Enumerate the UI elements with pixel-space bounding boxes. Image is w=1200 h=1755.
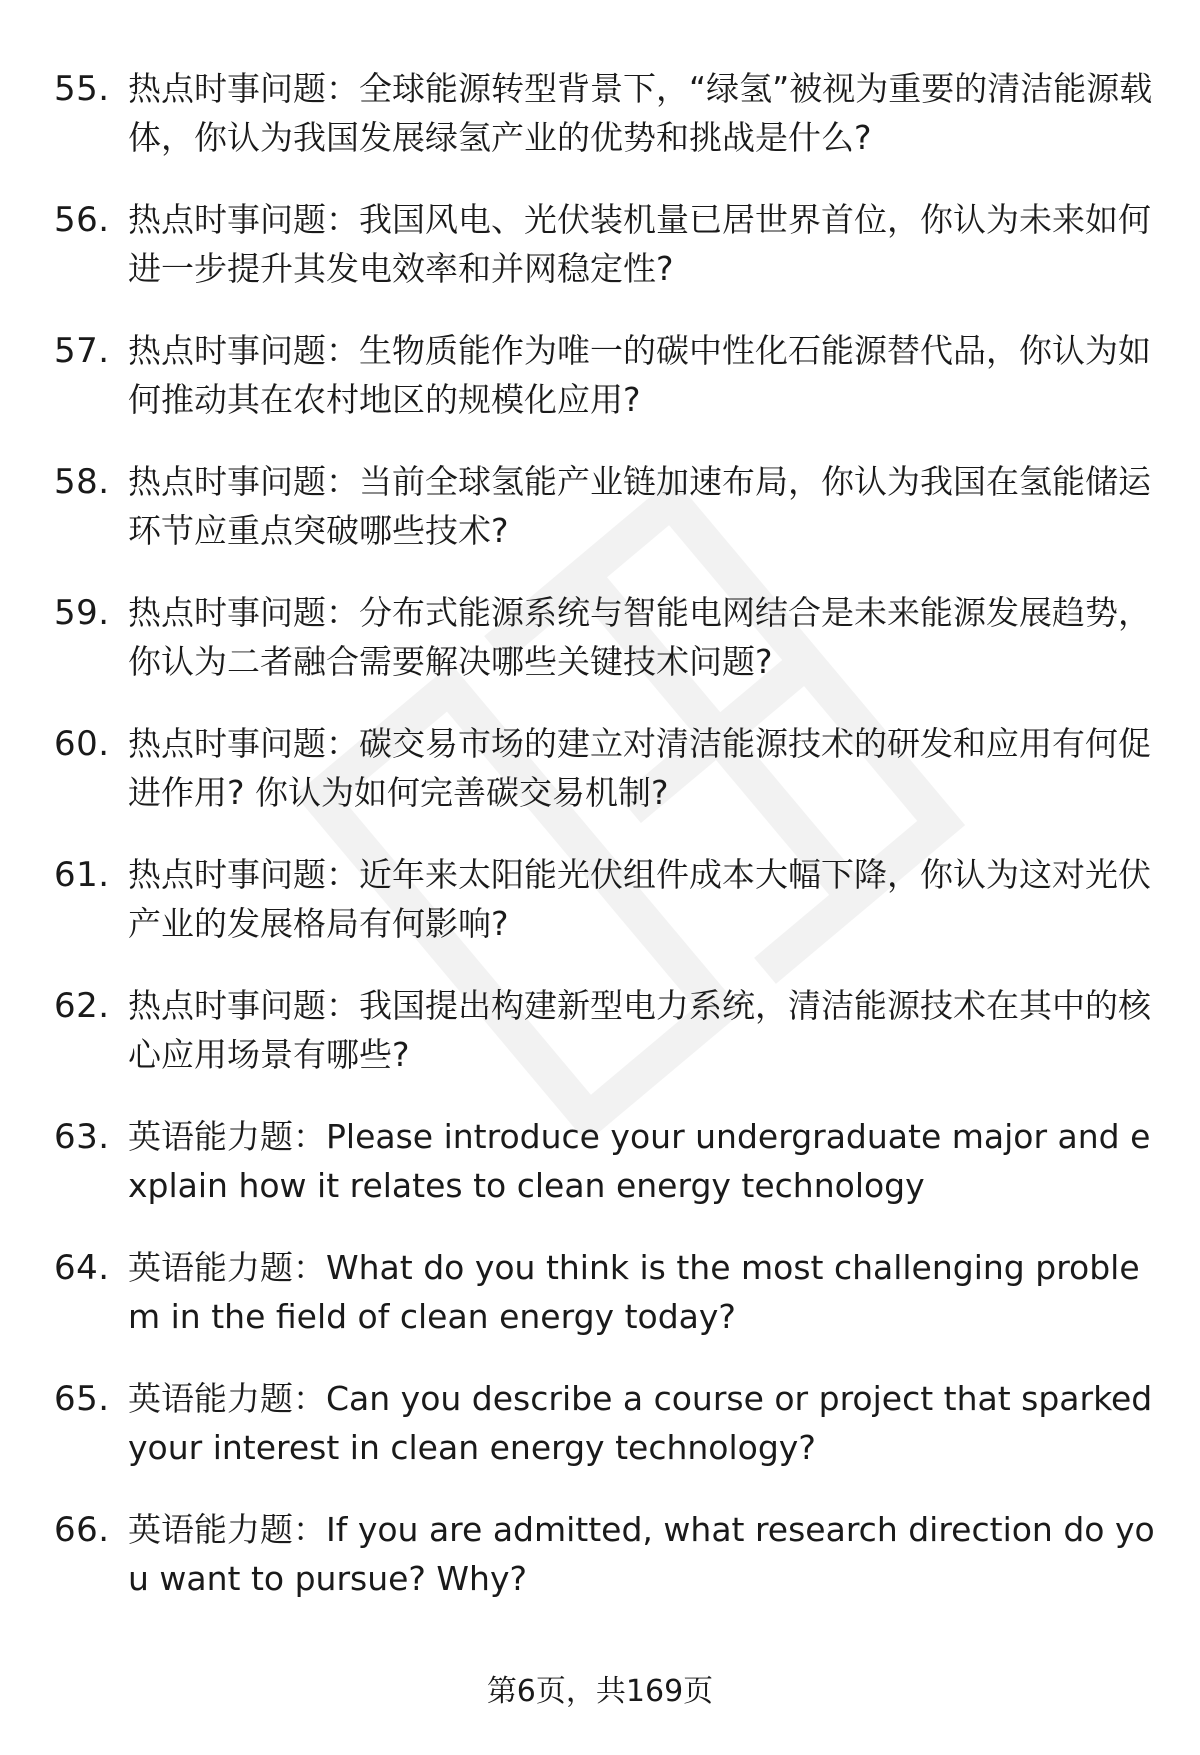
question-item (0, 1235, 1200, 1366)
question-item (0, 187, 1200, 318)
question-number: 55. (54, 69, 110, 109)
question-number: 57. (54, 331, 110, 371)
question-text: 热点时事问题：生物质能作为唯一的碳中性化石能源替代品，你认为如何推动其在农村地区的规模化应用? (128, 331, 1151, 419)
question-number: 59. (54, 593, 110, 633)
question-text: 热点时事问题：全球能源转型背景下，“绿氢”被视为重要的清洁能源载体，你认为我国发展绿氢产业的优势和挑战是什么? (128, 69, 1153, 157)
question-text: 英语能力题：Please introduce your undergraduate major and explain how it relates to clean energy technology (128, 1117, 1151, 1205)
question-number: 58. (54, 462, 110, 502)
question-number: 62. (54, 986, 110, 1026)
question-text: 热点时事问题：当前全球氢能产业链加速布局，你认为我国在氢能储运环节应重点突破哪些技术? (128, 462, 1151, 550)
question-text: 英语能力题：Can you describe a course or project that sparked your interest in clean energy technology? (128, 1379, 1153, 1467)
question-item (0, 580, 1200, 711)
question-text: 热点时事问题：我国风电、光伏装机量已居世界首位，你认为未来如何进一步提升其发电效率和并网稳定性? (128, 200, 1151, 288)
question-number: 60. (54, 724, 110, 764)
page-number-label: 第6页，共169页 (486, 1674, 714, 1709)
question-item (0, 711, 1200, 842)
question-number: 65. (54, 1379, 110, 1419)
question-item (0, 1104, 1200, 1235)
question-text: 英语能力题：What do you think is the most challenging problem in the field of clean energy today? (128, 1248, 1140, 1336)
question-list (0, 56, 1200, 1628)
question-item (0, 1497, 1200, 1628)
question-item (0, 449, 1200, 580)
question-text: 英语能力题：If you are admitted, what research direction do you want to pursue? Why? (128, 1510, 1155, 1598)
question-item (0, 318, 1200, 449)
question-text: 热点时事问题：分布式能源系统与智能电网结合是未来能源发展趋势，你认为二者融合需要解决哪些关键技术问题? (128, 593, 1151, 681)
question-text: 热点时事问题：近年来太阳能光伏组件成本大幅下降，你认为这对光伏产业的发展格局有何影响? (128, 855, 1151, 943)
question-number: 61. (54, 855, 110, 895)
question-number: 56. (54, 200, 110, 240)
question-text: 热点时事问题：碳交易市场的建立对清洁能源技术的研发和应用有何促进作用? 你认为如何完善碳交易机制? (128, 724, 1151, 812)
page-footer (0, 1672, 1200, 1712)
question-number: 63. (54, 1117, 110, 1157)
question-item (0, 842, 1200, 973)
question-item (0, 1366, 1200, 1497)
question-number: 66. (54, 1510, 110, 1550)
question-item (0, 56, 1200, 187)
question-text: 热点时事问题：我国提出构建新型电力系统，清洁能源技术在其中的核心应用场景有哪些? (128, 986, 1151, 1074)
question-number: 64. (54, 1248, 110, 1288)
question-item (0, 973, 1200, 1104)
